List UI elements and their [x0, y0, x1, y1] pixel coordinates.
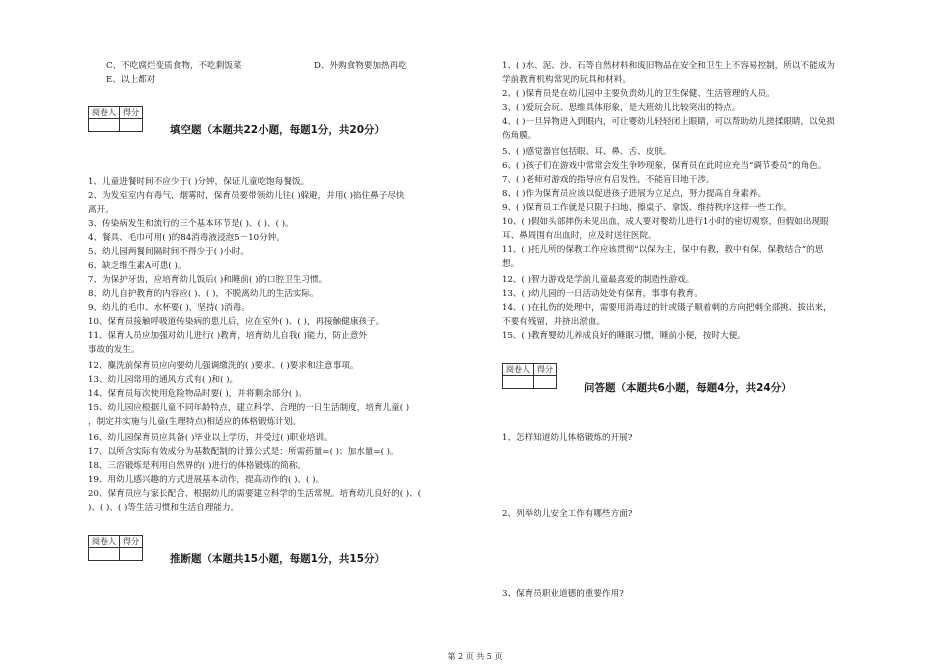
fill-line: 13、幼儿园常用的通风方式有( )和( )。 — [88, 375, 239, 385]
judge-line: 不要有残留，并挤出淤血。 — [502, 317, 606, 327]
fill-line: 19、用幼儿感兴趣的方式进展基本动作，提高动作的( )、( )。 — [88, 475, 325, 485]
fill-line: 20、保育员应与家长配合，根据幼儿的需要建立科学的生活常规。培育幼儿良好的( )、( — [88, 489, 422, 499]
grader-cell — [89, 548, 120, 561]
qa-question: 1、怎样知道幼儿体格锻炼的开展? — [502, 433, 633, 443]
judge-line: 13、( )幼儿园的一日活动处处有保育，事事有教育。 — [502, 289, 703, 299]
score-cell — [120, 119, 143, 132]
judge-line: 8、( )作为保育员应该以促进孩子进展为立足点，努力提高自身素养。 — [502, 189, 767, 199]
grader-cell — [89, 119, 120, 132]
judge-line: 10、( )假如头部摔伤未见出血，成人要对婴幼儿进行1小时的密切观察，但假如出现眼 — [502, 217, 829, 227]
fill-line: 11、保育人员应加强对幼儿进行( )教育，培育幼儿自我( )能力，防止意外 — [88, 331, 368, 341]
judge-line: 12、( )智力游戏是学前儿童最喜爱的制造性游戏。 — [502, 275, 695, 285]
fill-line: 2、为发室室内有毒气、烟雾时，保育员要带领幼儿往( )躲避，并用( )掐住鼻子尽快 — [88, 191, 405, 201]
score-box-fill — [88, 106, 143, 132]
fill-line: 3、传染病发生和流行的三个基本环节是( )、( )、( )。 — [88, 219, 294, 229]
fill-line: 12、麋洗前保育员应向要幼儿强调缴洗的( )要求、( )要求和注意事项。 — [88, 361, 359, 371]
fill-line: 1、儿童进餐时间不应少于( )分钟，保证儿童吃饱每餐饭。 — [88, 177, 310, 187]
grader-label: 阅卷人 — [89, 107, 120, 119]
fill-line: )、( )、( )等生活习惯和生活自理能力。 — [88, 503, 240, 513]
fill-line: ，制定并实施与儿童(生理特点)相适应的体格锻炼计划。 — [88, 417, 301, 427]
judge-line: 1、( )水、泥、沙、石等自然材料和废旧物品在安全和卫生上不容易控制，所以不能成为 — [502, 61, 835, 71]
score-label: 得分 — [120, 536, 143, 548]
fill-line: 15、幼儿园应根据儿童不同年龄特点，建立科学、合理的一日生活制度，培育儿童( ) — [88, 403, 410, 413]
score-box-qa — [502, 363, 557, 389]
qa-question: 3、保育员职业道德的重要作用? — [502, 589, 624, 599]
judge-line: 耳、鼻周围有出血时，应及时送往医院。 — [502, 231, 657, 241]
score-cell — [120, 548, 143, 561]
fill-line: 10、保育员接触呼吸道传染病的患儿后，应在室外( )、( )，再接触健康孩子。 — [88, 317, 385, 327]
fill-section-title: 填空题（本题共22小题，每题1分，共20分） — [170, 124, 386, 136]
judge-line: 2、( )保育员是在幼儿园中主要负责幼儿的卫生保健、生活管理的人员。 — [502, 89, 775, 99]
judge-line: 7、( )老师对游戏的指导应有启发性，不能盲目地干涉。 — [502, 175, 715, 185]
grader-label: 阅卷人 — [503, 364, 534, 376]
qa-section-title: 问答题（本题共6小题，每题4分，共24分） — [584, 382, 792, 394]
judge-line: 想。 — [502, 259, 520, 269]
option-c: C、不吃腐烂变质食物，不吃剩饭菜 — [106, 61, 242, 71]
fill-line: 5、幼儿园两餐间隔时间不得少于( )小时。 — [88, 247, 249, 257]
score-label: 得分 — [120, 107, 143, 119]
judge-line: 6、( )孩子们在游戏中常常会发生争吵现象，保育员在此时应充当“调节委员”的角色。 — [502, 161, 827, 171]
score-box-judge — [88, 535, 143, 561]
fill-line: 离开。 — [88, 205, 114, 215]
fill-line: 8、幼儿自护教育的内容应( )、( )，不脱离幼儿的生活实际。 — [88, 289, 319, 299]
judge-line: 5、( )感觉器官包括眼、耳、鼻、舌、皮肤。 — [502, 147, 672, 157]
grader-cell — [503, 376, 534, 389]
judge-line: 3、( )爱玩会玩、思维具体形象，是大班幼儿比较突出的特点。 — [502, 103, 741, 113]
fill-line: 17、以所含实际有效成分为基数配制的计算公式是：所需药量=( )；加水量=( )。 — [88, 447, 399, 457]
grader-label: 阅卷人 — [89, 536, 120, 548]
page-footer: 第 2 页 共 5 页 — [447, 652, 503, 661]
fill-line: 9、幼儿的毛巾、水杯要( )，坚持( )消毒。 — [88, 303, 250, 313]
fill-line: 14、保育员每次使用危险物品时要( )，并将剩余部分( )。 — [88, 389, 307, 399]
fill-line: 6、缺乏维生素A可患( )。 — [88, 261, 187, 271]
judge-section-title: 推断题（本题共15小题，每题1分，共15分） — [170, 553, 386, 565]
fill-line: 16、幼儿园保育员应具备( )毕业以上学历，并受过( )职业培训。 — [88, 433, 333, 443]
judge-line: 学前教育机构常见的玩具和材料。 — [502, 75, 631, 85]
judge-line: 伤角膜。 — [502, 131, 537, 141]
fill-line: 7、为保护牙齿，应培育幼儿饭后( )和睡前( )的口腔卫生习惯。 — [88, 275, 328, 285]
fill-line: 4、餐具、毛巾可用( )的84消毒液浸泡5－10分钟。 — [88, 233, 285, 243]
qa-question: 2、列举幼儿安全工作有哪些方面? — [502, 509, 633, 519]
score-cell — [534, 376, 557, 389]
judge-line: 14、( )在扎伤的处理中，需要用消毒过的针或镊子顺着刺的方向把刺全部挑、拔出来， — [502, 303, 832, 313]
option-d: D、外购食物要加热再吃 — [314, 61, 407, 71]
judge-line: 4、( )一旦异物进入到眼内，可让婴幼儿轻轻闭上眼睛，可以帮助幼儿搓揉眼睛，以免损 — [502, 117, 835, 127]
fill-line: 18、三浴锻炼是利用自然界的( )进行的体格锻炼的简称。 — [88, 461, 307, 471]
option-e: E、以上都对 — [106, 75, 156, 85]
fill-line: 事故的发生。 — [88, 345, 140, 355]
score-label: 得分 — [534, 364, 557, 376]
judge-line: 11、( )托儿所的保教工作应该贯彻“以保为主，保中有教，教中有保，保教结合”的思 — [502, 245, 824, 255]
judge-line: 15、( )教育婴幼儿养成良好的睡眠习惯，睡前小便，按时大便。 — [502, 331, 746, 341]
judge-line: 9、( )保育员工作就是只限于扫地、擦桌子、拿饭、维持秩序这样一些工作。 — [502, 203, 792, 213]
